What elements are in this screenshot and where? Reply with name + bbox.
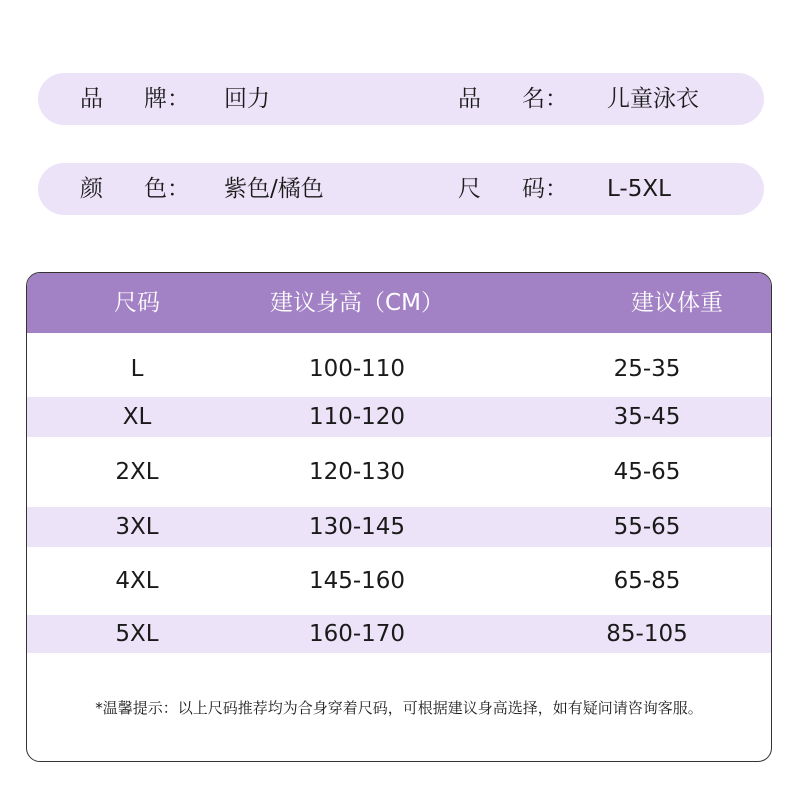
cell-height: 160-170 [308,621,406,647]
table-row [27,341,771,397]
info-bar-brand [38,73,764,125]
cell-weight: 65-85 [613,568,681,594]
cell-height: 145-160 [308,568,406,594]
table-row [27,615,771,653]
cell-weight: 25-35 [613,356,681,382]
size-label: 尺 码： [458,176,568,202]
cell-height: 120-130 [308,459,406,485]
cell-size: L [130,356,144,382]
header-height: 建议身高（CM） [270,290,444,316]
cell-weight: 35-45 [613,404,681,430]
table-header [27,273,771,333]
cell-weight: 45-65 [613,459,681,485]
cell-size: 3XL [115,514,159,540]
header-size: 尺码 [114,290,160,316]
table-row [27,507,771,547]
info-bar-color [38,163,764,215]
brand-label: 品 牌： [80,86,190,112]
size-table [26,272,772,762]
size-range-value: L-5XL [607,176,671,202]
color-label: 颜 色： [80,176,190,202]
product-name-value: 儿童泳衣 [607,86,699,112]
cell-size: 2XL [115,459,159,485]
cell-height: 100-110 [308,356,406,382]
cell-weight: 55-65 [613,514,681,540]
cell-size: 5XL [115,621,159,647]
color-value: 紫色/橘色 [224,176,324,202]
table-row [27,437,771,507]
cell-height: 130-145 [308,514,406,540]
product-name-label: 品 名： [458,86,568,112]
table-row [27,397,771,437]
cell-weight: 85-105 [606,621,688,647]
cell-height: 110-120 [308,404,406,430]
size-note: *温馨提示：以上尺码推荐均为合身穿着尺码，可根据建议身高选择，如有疑问请咨询客服。 [95,699,703,717]
table-row [27,547,771,615]
header-weight: 建议体重 [631,290,723,316]
cell-size: 4XL [115,568,159,594]
cell-size: XL [122,404,152,430]
brand-value: 回力 [224,86,270,112]
